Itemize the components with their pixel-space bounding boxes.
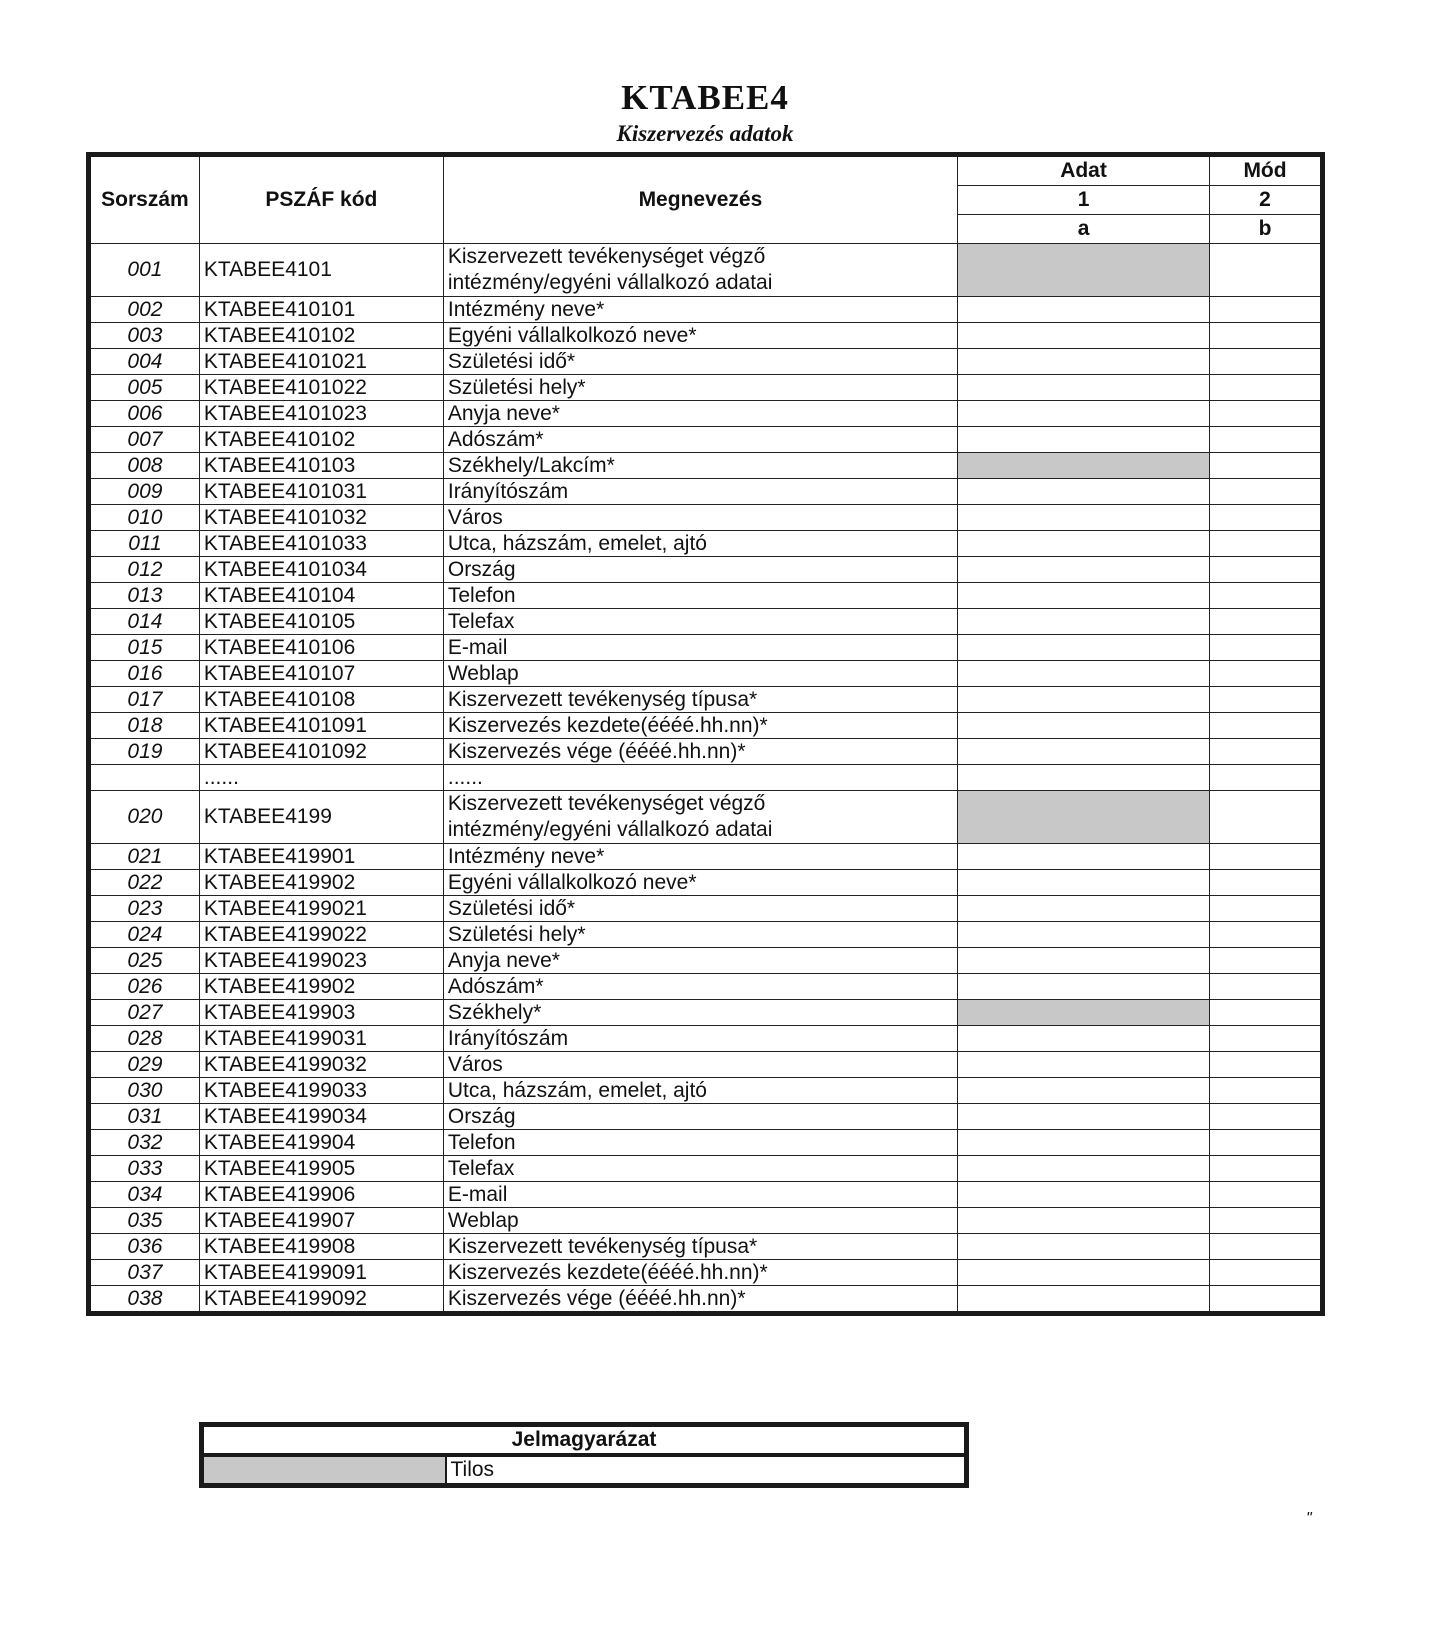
mod-cell[interactable] [1210, 1156, 1323, 1182]
row-pszaf-kod: KTABEE4199023 [199, 948, 443, 974]
row-megnevezes-line: Születési hely* [447, 923, 586, 946]
row-sorszam: 031 [89, 1104, 200, 1130]
row-pszaf-kod: KTABEE4101092 [199, 739, 443, 765]
row-pszaf-kod: KTABEE410107 [199, 661, 443, 687]
adat-cell[interactable] [958, 713, 1210, 739]
adat-cell[interactable] [958, 948, 1210, 974]
row-megnevezes [443, 870, 957, 896]
row-sorszam: 017 [89, 687, 200, 713]
row-megnevezes [443, 713, 957, 739]
legend-table [199, 1422, 969, 1488]
row-megnevezes-line: Anyja neve* [447, 949, 560, 972]
row-megnevezes-line: E-mail [447, 1183, 508, 1206]
row-sorszam: 034 [89, 1182, 200, 1208]
row-pszaf-kod: KTABEE410105 [199, 609, 443, 635]
row-megnevezes [443, 974, 957, 1000]
row-megnevezes [443, 583, 957, 609]
mod-cell[interactable] [1210, 349, 1323, 375]
row-pszaf-kod: KTABEE410102 [199, 323, 443, 349]
header-adat-number: 1 [958, 186, 1210, 215]
header-adat-letter: a [958, 215, 1210, 244]
header-pszaf-kod: PSZÁF kód [199, 155, 443, 244]
table-row [89, 791, 1323, 844]
row-sorszam: 002 [89, 297, 200, 323]
row-megnevezes [443, 896, 957, 922]
table-row [89, 765, 1323, 791]
page-subtitle: Kiszervezés adatok [616, 121, 794, 146]
adat-cell[interactable] [958, 479, 1210, 505]
table-row [89, 1026, 1323, 1052]
row-sorszam: 020 [89, 791, 200, 844]
row-megnevezes [443, 948, 957, 974]
adat-cell-forbidden [958, 453, 1210, 479]
row-megnevezes-line: Telefon [447, 1131, 516, 1154]
row-megnevezes-line: Születési idő* [447, 350, 576, 373]
mod-cell[interactable] [1210, 687, 1323, 713]
mod-cell[interactable] [1210, 479, 1323, 505]
row-megnevezes [443, 1078, 957, 1104]
table-row [89, 1260, 1323, 1286]
row-megnevezes-line: Telefax [447, 1157, 515, 1180]
header-mod-number: 2 [1210, 186, 1323, 215]
table-row [89, 609, 1323, 635]
row-sorszam: 037 [89, 1260, 200, 1286]
row-megnevezes-line: Kiszervezett tevékenység típusa* [447, 688, 758, 711]
mod-cell[interactable] [1210, 1052, 1323, 1078]
adat-cell[interactable] [958, 922, 1210, 948]
table-row [89, 1182, 1323, 1208]
row-sorszam: 015 [89, 635, 200, 661]
row-sorszam: 009 [89, 479, 200, 505]
row-pszaf-kod: KTABEE410106 [199, 635, 443, 661]
table-row [89, 1052, 1323, 1078]
row-pszaf-kod: KTABEE410104 [199, 583, 443, 609]
row-sorszam: 023 [89, 896, 200, 922]
row-megnevezes [443, 765, 957, 791]
row-megnevezes-line: ...... [447, 766, 483, 789]
table-row [89, 1286, 1323, 1314]
row-sorszam: 030 [89, 1078, 200, 1104]
row-megnevezes [443, 739, 957, 765]
corner-mark: " [1306, 1510, 1312, 1527]
mod-cell[interactable] [1210, 531, 1323, 557]
row-sorszam: 021 [89, 844, 200, 870]
adat-cell[interactable] [958, 531, 1210, 557]
adat-cell[interactable] [958, 635, 1210, 661]
row-megnevezes-line: E-mail [447, 636, 508, 659]
mod-cell[interactable] [1210, 375, 1323, 401]
mod-cell[interactable] [1210, 1208, 1323, 1234]
mod-cell[interactable] [1210, 1130, 1323, 1156]
row-pszaf-kod: KTABEE419902 [199, 974, 443, 1000]
table-row [89, 922, 1323, 948]
mod-cell[interactable] [1210, 791, 1323, 844]
row-megnevezes [443, 922, 957, 948]
adat-cell[interactable] [958, 896, 1210, 922]
adat-cell[interactable] [958, 1234, 1210, 1260]
row-megnevezes [443, 844, 957, 870]
row-megnevezes [443, 1026, 957, 1052]
row-sorszam: 013 [89, 583, 200, 609]
row-pszaf-kod: KTABEE4101032 [199, 505, 443, 531]
adat-cell[interactable] [958, 1286, 1210, 1314]
mod-cell[interactable] [1210, 1260, 1323, 1286]
row-megnevezes [443, 479, 957, 505]
row-megnevezes [443, 375, 957, 401]
row-pszaf-kod: KTABEE4199022 [199, 922, 443, 948]
row-megnevezes-line: intézmény/egyéni vállalkozó adatai [447, 818, 773, 841]
adat-cell[interactable] [958, 870, 1210, 896]
row-megnevezes [443, 1208, 957, 1234]
row-megnevezes [443, 609, 957, 635]
data-table [86, 152, 1325, 1316]
row-pszaf-kod: ...... [199, 765, 443, 791]
header-adat: Adat [958, 155, 1210, 186]
row-megnevezes [443, 1260, 957, 1286]
row-sorszam: 029 [89, 1052, 200, 1078]
row-megnevezes-line: Kiszervezett tevékenység típusa* [447, 1235, 758, 1258]
mod-cell[interactable] [1210, 1026, 1323, 1052]
mod-cell[interactable] [1210, 1234, 1323, 1260]
table-row [89, 974, 1323, 1000]
adat-cell[interactable] [958, 1078, 1210, 1104]
row-pszaf-kod: KTABEE4199034 [199, 1104, 443, 1130]
adat-cell[interactable] [958, 427, 1210, 453]
row-pszaf-kod: KTABEE419904 [199, 1130, 443, 1156]
page-title: KTABEE4 [621, 78, 789, 117]
table-row [89, 1234, 1323, 1260]
row-megnevezes [443, 427, 957, 453]
row-pszaf-kod: KTABEE4101021 [199, 349, 443, 375]
table-row [89, 1156, 1323, 1182]
mod-cell[interactable] [1210, 401, 1323, 427]
row-megnevezes-line: Kiszervezés kezdete(éééé.hh.nn)* [447, 1261, 768, 1284]
row-megnevezes-line: Irányítószám [447, 480, 569, 503]
adat-cell[interactable] [958, 844, 1210, 870]
table-row [89, 349, 1323, 375]
row-megnevezes-line: Utca, házszám, emelet, ajtó [447, 1079, 707, 1102]
mod-cell[interactable] [1210, 505, 1323, 531]
adat-cell[interactable] [958, 661, 1210, 687]
header-megnevezes: Megnevezés [443, 155, 957, 244]
mod-cell[interactable] [1210, 427, 1323, 453]
row-megnevezes [443, 297, 957, 323]
row-megnevezes-line: Egyéni vállalkolkozó neve* [447, 871, 697, 894]
table-row [89, 583, 1323, 609]
table-row [89, 713, 1323, 739]
table-row [89, 948, 1323, 974]
table-row [89, 1208, 1323, 1234]
adat-cell[interactable] [958, 687, 1210, 713]
row-megnevezes [443, 1000, 957, 1026]
row-megnevezes [443, 635, 957, 661]
adat-cell[interactable] [958, 505, 1210, 531]
row-pszaf-kod: KTABEE410108 [199, 687, 443, 713]
row-pszaf-kod: KTABEE4199 [199, 791, 443, 844]
mod-cell[interactable] [1210, 870, 1323, 896]
row-megnevezes-line: Kiszervezett tevékenységet végző [447, 245, 766, 268]
row-sorszam: 024 [89, 922, 200, 948]
row-megnevezes-line: Anyja neve* [447, 402, 560, 425]
mod-cell[interactable] [1210, 323, 1323, 349]
adat-cell[interactable] [958, 1130, 1210, 1156]
legend-grey-swatch [202, 1455, 446, 1486]
adat-cell[interactable] [958, 1104, 1210, 1130]
adat-cell[interactable] [958, 739, 1210, 765]
table-row [89, 453, 1323, 479]
row-sorszam: 011 [89, 531, 200, 557]
table-row [89, 1130, 1323, 1156]
row-pszaf-kod: KTABEE4199021 [199, 896, 443, 922]
row-pszaf-kod: KTABEE419905 [199, 1156, 443, 1182]
adat-cell[interactable] [958, 1208, 1210, 1234]
mod-cell[interactable] [1210, 844, 1323, 870]
mod-cell[interactable] [1210, 453, 1323, 479]
row-megnevezes-line: Utca, házszám, emelet, ajtó [447, 532, 707, 555]
row-megnevezes [443, 349, 957, 375]
row-sorszam: 012 [89, 557, 200, 583]
mod-cell[interactable] [1210, 1286, 1323, 1314]
row-megnevezes-line: Születési idő* [447, 897, 576, 920]
row-megnevezes-line: Intézmény neve* [447, 845, 605, 868]
adat-cell[interactable] [958, 1260, 1210, 1286]
row-megnevezes [443, 557, 957, 583]
row-megnevezes-line: Weblap [447, 1209, 519, 1232]
table-row [89, 1000, 1323, 1026]
row-sorszam: 032 [89, 1130, 200, 1156]
mod-cell[interactable] [1210, 765, 1323, 791]
row-sorszam: 003 [89, 323, 200, 349]
row-megnevezes-line: Város [447, 1053, 503, 1076]
adat-cell[interactable] [958, 583, 1210, 609]
mod-cell[interactable] [1210, 609, 1323, 635]
row-sorszam: 001 [89, 244, 200, 297]
table-row [89, 1078, 1323, 1104]
row-sorszam: 007 [89, 427, 200, 453]
table-row [89, 531, 1323, 557]
adat-cell[interactable] [958, 349, 1210, 375]
row-sorszam: 004 [89, 349, 200, 375]
row-megnevezes-line: Kiszervezés kezdete(éééé.hh.nn)* [447, 714, 768, 737]
adat-cell[interactable] [958, 323, 1210, 349]
adat-cell[interactable] [958, 1052, 1210, 1078]
row-megnevezes-line: Adószám* [447, 975, 544, 998]
mod-cell[interactable] [1210, 583, 1323, 609]
row-megnevezes-line: Ország [447, 558, 516, 581]
table-row [89, 557, 1323, 583]
row-pszaf-kod: KTABEE419908 [199, 1234, 443, 1260]
row-megnevezes [443, 531, 957, 557]
row-pszaf-kod: KTABEE4101023 [199, 401, 443, 427]
row-megnevezes-line: Intézmény neve* [447, 298, 605, 321]
table-row [89, 323, 1323, 349]
row-pszaf-kod: KTABEE4199033 [199, 1078, 443, 1104]
adat-cell[interactable] [958, 297, 1210, 323]
row-megnevezes [443, 1052, 957, 1078]
row-megnevezes [443, 401, 957, 427]
adat-cell[interactable] [958, 375, 1210, 401]
mod-cell[interactable] [1210, 896, 1323, 922]
table-row [89, 896, 1323, 922]
mod-cell[interactable] [1210, 739, 1323, 765]
adat-cell[interactable] [958, 1026, 1210, 1052]
row-sorszam: 018 [89, 713, 200, 739]
table-row [89, 687, 1323, 713]
row-megnevezes [443, 687, 957, 713]
table-row [89, 635, 1323, 661]
row-pszaf-kod: KTABEE410101 [199, 297, 443, 323]
row-pszaf-kod: KTABEE4101091 [199, 713, 443, 739]
row-megnevezes [443, 453, 957, 479]
row-sorszam: 016 [89, 661, 200, 687]
mod-cell[interactable] [1210, 1078, 1323, 1104]
row-megnevezes [443, 791, 957, 844]
row-sorszam: 022 [89, 870, 200, 896]
row-pszaf-kod: KTABEE4101034 [199, 557, 443, 583]
adat-cell-forbidden [958, 1000, 1210, 1026]
row-megnevezes [443, 1234, 957, 1260]
table-row [89, 505, 1323, 531]
adat-cell[interactable] [958, 765, 1210, 791]
row-sorszam: 019 [89, 739, 200, 765]
adat-cell-forbidden [958, 791, 1210, 844]
row-pszaf-kod: KTABEE419902 [199, 870, 443, 896]
row-pszaf-kod: KTABEE4199031 [199, 1026, 443, 1052]
mod-cell[interactable] [1210, 297, 1323, 323]
table-body [89, 244, 1323, 1314]
row-sorszam: 008 [89, 453, 200, 479]
row-pszaf-kod: KTABEE419906 [199, 1182, 443, 1208]
row-megnevezes-line: Telefon [447, 584, 516, 607]
mod-cell[interactable] [1210, 557, 1323, 583]
adat-cell-forbidden [958, 244, 1210, 297]
row-sorszam [89, 765, 200, 791]
row-pszaf-kod: KTABEE4101022 [199, 375, 443, 401]
row-megnevezes-line: Adószám* [447, 428, 544, 451]
mod-cell[interactable] [1210, 1000, 1323, 1026]
adat-cell[interactable] [958, 401, 1210, 427]
row-sorszam: 014 [89, 609, 200, 635]
row-pszaf-kod: KTABEE410102 [199, 427, 443, 453]
row-pszaf-kod: KTABEE419907 [199, 1208, 443, 1234]
table-row [89, 479, 1323, 505]
row-sorszam: 025 [89, 948, 200, 974]
mod-cell[interactable] [1210, 244, 1323, 297]
mod-cell[interactable] [1210, 974, 1323, 1000]
table-row [89, 427, 1323, 453]
row-megnevezes-line: Székhely* [447, 1001, 542, 1024]
row-pszaf-kod: KTABEE4199032 [199, 1052, 443, 1078]
mod-cell[interactable] [1210, 948, 1323, 974]
row-sorszam: 038 [89, 1286, 200, 1314]
table-row [89, 297, 1323, 323]
row-sorszam: 026 [89, 974, 200, 1000]
table-row [89, 1104, 1323, 1130]
row-megnevezes [443, 1130, 957, 1156]
table-row [89, 739, 1323, 765]
row-megnevezes [443, 1182, 957, 1208]
header-sorszam: Sorszám [89, 155, 200, 244]
row-megnevezes-line: Telefax [447, 610, 515, 633]
row-sorszam: 036 [89, 1234, 200, 1260]
row-sorszam: 005 [89, 375, 200, 401]
row-megnevezes [443, 1104, 957, 1130]
legend-title: Jelmagyarázat [202, 1425, 967, 1456]
legend-item-label: Tilos [446, 1455, 967, 1486]
row-sorszam: 027 [89, 1000, 200, 1026]
row-megnevezes-line: Székhely/Lakcím* [447, 454, 615, 477]
row-megnevezes-line: Kiszervezés vége (éééé.hh.nn)* [447, 740, 746, 763]
row-pszaf-kod: KTABEE4101033 [199, 531, 443, 557]
adat-cell[interactable] [958, 1156, 1210, 1182]
adat-cell[interactable] [958, 557, 1210, 583]
table-row [89, 844, 1323, 870]
mod-cell[interactable] [1210, 635, 1323, 661]
row-megnevezes [443, 1156, 957, 1182]
row-sorszam: 035 [89, 1208, 200, 1234]
header-mod: Mód [1210, 155, 1323, 186]
row-sorszam: 010 [89, 505, 200, 531]
adat-cell[interactable] [958, 1182, 1210, 1208]
row-pszaf-kod: KTABEE4199092 [199, 1286, 443, 1314]
row-sorszam: 006 [89, 401, 200, 427]
row-megnevezes [443, 244, 957, 297]
row-megnevezes-line: Egyéni vállalkolkozó neve* [447, 324, 697, 347]
row-megnevezes [443, 1286, 957, 1314]
adat-cell[interactable] [958, 974, 1210, 1000]
row-megnevezes [443, 505, 957, 531]
row-pszaf-kod: KTABEE419903 [199, 1000, 443, 1026]
row-pszaf-kod: KTABEE410103 [199, 453, 443, 479]
row-megnevezes-line: Irányítószám [447, 1027, 569, 1050]
table-row [89, 661, 1323, 687]
row-megnevezes [443, 661, 957, 687]
mod-cell[interactable] [1210, 713, 1323, 739]
table-row [89, 870, 1323, 896]
row-pszaf-kod: KTABEE419901 [199, 844, 443, 870]
row-megnevezes-line: Ország [447, 1105, 516, 1128]
row-pszaf-kod: KTABEE4101 [199, 244, 443, 297]
row-megnevezes-line: Születési hely* [447, 376, 586, 399]
row-megnevezes-line: Kiszervezett tevékenységet végző [447, 792, 766, 815]
mod-cell[interactable] [1210, 661, 1323, 687]
mod-cell[interactable] [1210, 1104, 1323, 1130]
adat-cell[interactable] [958, 609, 1210, 635]
mod-cell[interactable] [1210, 922, 1323, 948]
row-megnevezes-line: Kiszervezés vége (éééé.hh.nn)* [447, 1287, 746, 1310]
row-sorszam: 028 [89, 1026, 200, 1052]
row-megnevezes-line: Weblap [447, 662, 519, 685]
table-row [89, 244, 1323, 297]
table-row [89, 401, 1323, 427]
row-megnevezes-line: Város [447, 506, 503, 529]
mod-cell[interactable] [1210, 1182, 1323, 1208]
row-pszaf-kod: KTABEE4101031 [199, 479, 443, 505]
row-pszaf-kod: KTABEE4199091 [199, 1260, 443, 1286]
table-row [89, 375, 1323, 401]
row-megnevezes-line: intézmény/egyéni vállalkozó adatai [447, 271, 773, 294]
row-sorszam: 033 [89, 1156, 200, 1182]
row-megnevezes [443, 323, 957, 349]
header-mod-letter: b [1210, 215, 1323, 244]
